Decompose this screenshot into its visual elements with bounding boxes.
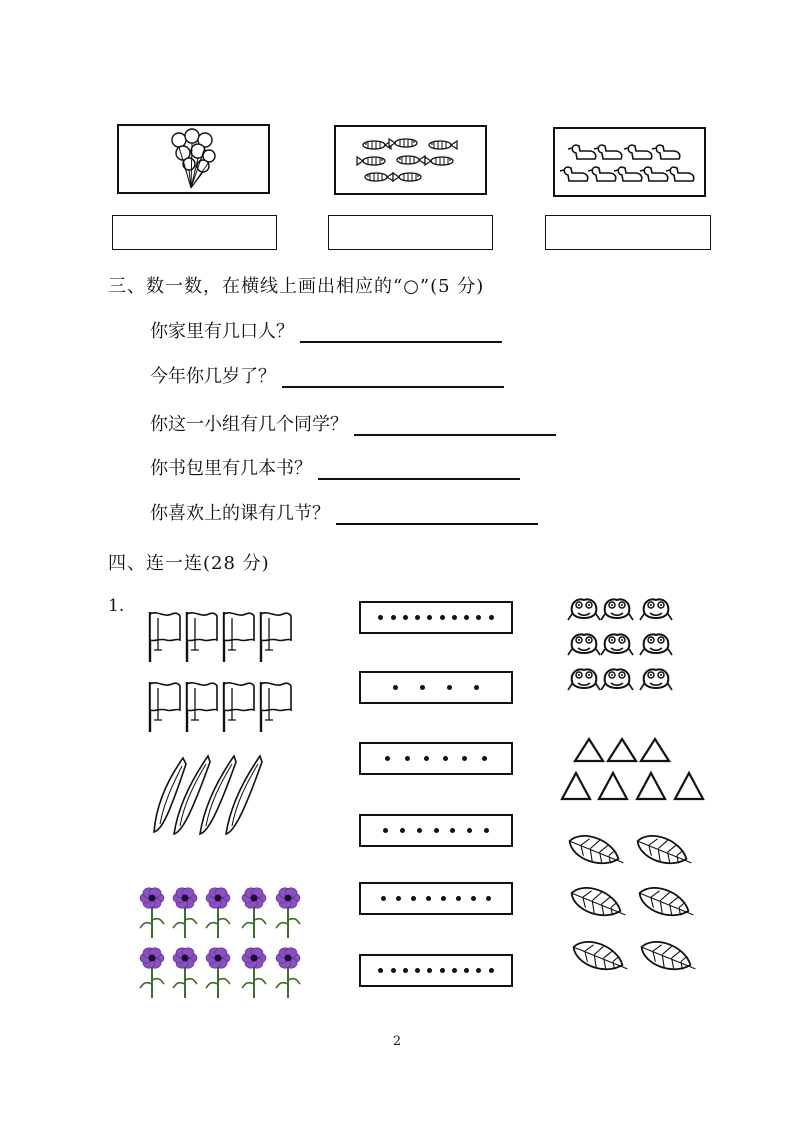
- frog: [640, 670, 672, 691]
- dot: [476, 968, 481, 973]
- flower: [206, 948, 230, 998]
- answer-line-2[interactable]: [282, 366, 504, 388]
- flag: [150, 612, 180, 662]
- frog: [640, 635, 672, 656]
- frog: [568, 670, 600, 691]
- dot: [452, 615, 457, 620]
- dot: [393, 685, 398, 690]
- dot: [378, 968, 383, 973]
- flower: [140, 888, 164, 938]
- flower: [276, 948, 300, 998]
- picture-box-ducks: [553, 127, 706, 197]
- fish: [357, 157, 385, 165]
- dot: [378, 615, 383, 620]
- dot: [403, 968, 408, 973]
- flower: [242, 888, 266, 938]
- dot: [482, 756, 487, 761]
- dot: [486, 896, 491, 901]
- duck: [614, 167, 642, 181]
- flower: [276, 888, 300, 938]
- duck: [624, 145, 652, 159]
- dot: [489, 968, 494, 973]
- answer-line-5[interactable]: [336, 503, 538, 525]
- dot: [427, 968, 432, 973]
- duck: [652, 145, 680, 159]
- duck-icon: [555, 129, 708, 199]
- duck: [560, 167, 588, 181]
- picture-box-balloons: [117, 124, 270, 194]
- dot: [415, 968, 420, 973]
- frog: [640, 600, 672, 621]
- dot-box-5[interactable]: [359, 882, 513, 915]
- fish-icon: [336, 127, 489, 197]
- leaf: [569, 936, 632, 978]
- dot: [474, 685, 479, 690]
- dot-box-1[interactable]: [359, 601, 513, 634]
- flower: [140, 948, 164, 998]
- question-5-text: 你喜欢上的课有几节？: [150, 503, 330, 524]
- question-5: [150, 499, 538, 525]
- fish: [429, 141, 457, 149]
- dot: [440, 615, 445, 620]
- leaf: [635, 882, 698, 924]
- dot: [464, 968, 469, 973]
- frog: [601, 600, 633, 621]
- fish: [393, 173, 421, 181]
- dot: [456, 896, 461, 901]
- flower: [173, 948, 197, 998]
- leaf: [567, 882, 630, 924]
- flag-icon: [140, 610, 300, 735]
- dot-box-3[interactable]: [359, 742, 513, 775]
- dot: [434, 828, 439, 833]
- question-2-text: 今年你几岁了？: [150, 366, 276, 387]
- answer-box-2[interactable]: [328, 215, 493, 250]
- flag: [187, 612, 217, 662]
- dot: [464, 615, 469, 620]
- duck: [568, 145, 596, 159]
- flag: [224, 682, 254, 732]
- dot: [396, 896, 401, 901]
- dot-box-2[interactable]: [359, 671, 513, 704]
- dot-box-6[interactable]: [359, 954, 513, 987]
- frog: [568, 600, 600, 621]
- dot: [427, 615, 432, 620]
- answer-line-3[interactable]: [354, 414, 556, 436]
- dot: [400, 828, 405, 833]
- dot: [462, 756, 467, 761]
- fish: [363, 141, 391, 149]
- question-3-text: 你这一小组有几个同学？: [150, 414, 348, 435]
- question-4-text: 你书包里有几本书？: [150, 458, 312, 479]
- section-4-heading: 四、连一连(28 分): [108, 553, 270, 574]
- duck: [666, 167, 694, 181]
- dot: [489, 615, 494, 620]
- dot-box-4[interactable]: [359, 814, 513, 847]
- triangle-icon: [558, 736, 708, 806]
- flag: [261, 612, 291, 662]
- fish: [425, 157, 453, 165]
- dot: [385, 756, 390, 761]
- flower: [173, 888, 197, 938]
- dot: [405, 756, 410, 761]
- dot: [415, 615, 420, 620]
- dot: [426, 896, 431, 901]
- flag: [187, 682, 217, 732]
- fish: [397, 156, 425, 164]
- leaf: [565, 830, 628, 872]
- page-number: 2: [392, 1034, 402, 1049]
- flag: [150, 682, 180, 732]
- answer-box-3[interactable]: [545, 215, 711, 250]
- dot: [381, 896, 386, 901]
- question-1: [150, 317, 502, 343]
- item-number: 1.: [108, 596, 125, 616]
- flag: [224, 612, 254, 662]
- answer-line-4[interactable]: [318, 458, 520, 480]
- leaf: [633, 830, 696, 872]
- banana-icon: [148, 752, 278, 837]
- dot: [403, 615, 408, 620]
- question-1-text: 你家里有几口人？: [150, 321, 294, 342]
- balloons-icon: [119, 126, 272, 196]
- section-3-heading: 三、数一数，在横线上画出相应的“○”(5 分): [108, 276, 485, 297]
- fish: [389, 139, 417, 147]
- dot: [452, 968, 457, 973]
- frog: [601, 635, 633, 656]
- question-2: [150, 362, 504, 388]
- duck: [588, 167, 616, 181]
- question-4: [150, 454, 520, 480]
- dot: [417, 828, 422, 833]
- answer-box-1[interactable]: [112, 215, 277, 250]
- flower: [206, 888, 230, 938]
- dot: [391, 968, 396, 973]
- flag: [261, 682, 291, 732]
- dot: [471, 896, 476, 901]
- dot: [476, 615, 481, 620]
- answer-line-1[interactable]: [300, 321, 502, 343]
- dot: [391, 615, 396, 620]
- fish: [365, 173, 393, 181]
- dot: [441, 896, 446, 901]
- dot: [420, 685, 425, 690]
- duck: [640, 167, 668, 181]
- dot: [484, 828, 489, 833]
- frog-icon: [570, 598, 680, 713]
- frog: [601, 670, 633, 691]
- dot: [440, 968, 445, 973]
- flower: [242, 948, 266, 998]
- dot: [447, 685, 452, 690]
- frog: [568, 635, 600, 656]
- dot: [383, 828, 388, 833]
- flower-icon: [138, 880, 304, 992]
- dot: [467, 828, 472, 833]
- question-3: [150, 410, 556, 436]
- dot: [450, 828, 455, 833]
- dot: [443, 756, 448, 761]
- leaf-icon: [564, 826, 704, 986]
- leaf: [637, 936, 700, 978]
- picture-box-fish: [334, 125, 487, 195]
- dot: [411, 896, 416, 901]
- dot: [424, 756, 429, 761]
- duck: [594, 145, 622, 159]
